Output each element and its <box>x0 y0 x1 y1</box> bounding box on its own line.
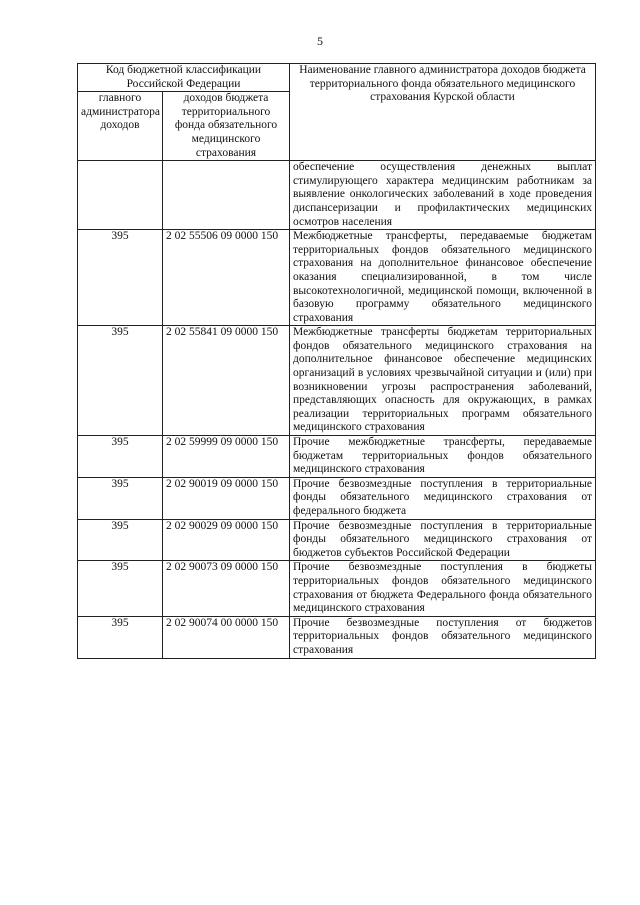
admin-code-cell: 395 <box>78 230 163 326</box>
table-row <box>78 161 596 230</box>
income-code-cell: 2 02 90073 09 0000 150 <box>163 561 290 616</box>
income-code-cell: 2 02 90074 00 0000 150 <box>163 616 290 658</box>
income-name-cell: Прочие безвозмездные поступления от бюджетов территориальных фондов обязательного медицинского страхования <box>290 616 596 658</box>
income-name-cell: Прочие межбюджетные трансферты, передаваемые бюджетам территориальных фондов обязательного медицинского страхования <box>290 436 596 478</box>
income-code-cell: 2 02 59999 09 0000 150 <box>163 436 290 478</box>
income-name-cell: Межбюджетные трансферты, передаваемые бюджетам территориальных фондов обязательного медицинского страхования на дополнительное финансовое обеспечение оказания специализированной, в том числе высокотехнологичной, медицинской помощи, включенной в базовую программу обязательного медицинского страхования <box>290 230 596 326</box>
admin-code-cell <box>78 161 163 230</box>
table-header <box>78 64 596 161</box>
budget-classification-table <box>77 63 596 659</box>
header-fund-income: доходов бюджета территориального фонда обязательного медицинского страхования <box>163 92 290 161</box>
table-row <box>78 326 596 436</box>
income-name-cell: Прочие безвозмездные поступления в территориальные фонды обязательного медицинского страхования от федерального бюджета <box>290 477 596 519</box>
admin-code-cell: 395 <box>78 519 163 561</box>
table-row <box>78 230 596 326</box>
table-row <box>78 477 596 519</box>
table-body <box>78 161 596 658</box>
header-administrator-name: Наименование главного администратора доходов бюджета территориального фонда обязательного медицинского страхования Курской области <box>290 64 596 161</box>
header-main-administrator: главного администратора доходов <box>78 92 163 161</box>
income-name-cell: Прочие безвозмездные поступления в бюджеты территориальных фондов обязательного медицинского страхования от бюджета Федерального фонда обязательного медицинского страхования <box>290 561 596 616</box>
income-code-cell: 2 02 55506 09 0000 150 <box>163 230 290 326</box>
header-budget-code-group: Код бюджетной классификации Российской Федерации <box>78 64 290 92</box>
income-code-cell <box>163 161 290 230</box>
income-name-cell: Прочие безвозмездные поступления в территориальные фонды обязательного медицинского страхования от бюджетов субъектов Российской Федерации <box>290 519 596 561</box>
admin-code-cell: 395 <box>78 436 163 478</box>
header-row-top <box>78 64 596 92</box>
page-number: 5 <box>317 34 323 48</box>
admin-code-cell: 395 <box>78 477 163 519</box>
income-code-cell: 2 02 90029 09 0000 150 <box>163 519 290 561</box>
income-code-cell: 2 02 90019 09 0000 150 <box>163 477 290 519</box>
income-code-cell: 2 02 55841 09 0000 150 <box>163 326 290 436</box>
table-row <box>78 436 596 478</box>
income-name-cell: обеспечение осуществления денежных выплат стимулирующего характера медицинским работникам за выявление онкологических заболеваний в ходе проведения диспансеризации и профилактических медицинских осмотров населения <box>290 161 596 230</box>
income-name-cell: Межбюджетные трансферты бюджетам территориальных фондов обязательного медицинского страхования на дополнительное финансовое обеспечение медицинских организаций в условиях чрезвычайной ситуации и (или) при возникновении угрозы распространения заболеваний, представляющих опасность для окружающих, в рамках реализации территориальных программ обязательного медицинского страхования <box>290 326 596 436</box>
admin-code-cell: 395 <box>78 326 163 436</box>
admin-code-cell: 395 <box>78 616 163 658</box>
table-row <box>78 561 596 616</box>
table-row <box>78 616 596 658</box>
admin-code-cell: 395 <box>78 561 163 616</box>
table-row <box>78 519 596 561</box>
